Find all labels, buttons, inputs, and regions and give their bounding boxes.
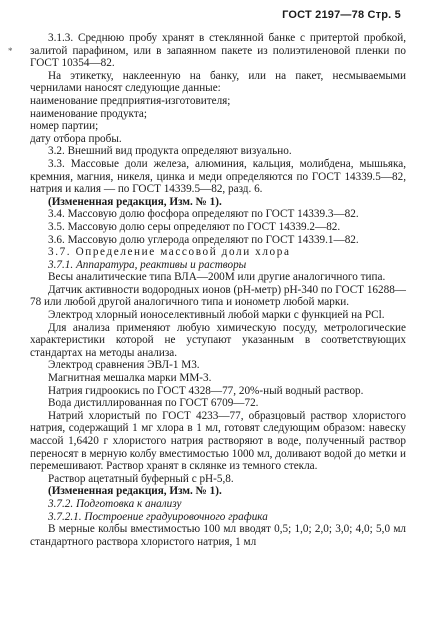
paragraph: Магнитная мешалка марки ММ-3. [48,372,212,385]
list-item: наименование продукта; [30,107,147,120]
revision-note: (Измененная редакция, Изм. № 1). [48,485,222,498]
paragraph: 3.5. Массовую долю серы определяют по ГОСТ 14339.2—82. [48,220,341,233]
paragraph: Электрод хлорный ионоселективный любой марки с функцией на PCl. [48,309,385,322]
revision-note: (Измененная редакция, Изм. № 1). [48,195,222,208]
paragraph: Электрод сравнения ЭВЛ-1 М3. [48,359,200,372]
page-header: ГОСТ 2197—78 Стр. 5 [282,9,401,21]
paragraph: 3.1.3. Среднюю пробу хранят в стеклянной банке с притертой пробкой, залитой парафином, или в запаянном пакете из полиэтиленовой пленки по ГОСТ 10354—82. [30,32,406,70]
paragraph: На этикетку, наклеенную на банку, или на пакет, несмываемыми чернилами наносят следующие данные: [30,69,406,95]
paragraph: 3.3. Массовые доли железа, алюминия, кальция, молибдена, мышьяка, кремния, магния, никеля, цинка и меди определяются по ГОСТ 14339.5—82, натрия и калия — по ГОСТ 14339.5—82, разд. 6. [30,157,406,196]
paragraph: Натрия гидроокись по ГОСТ 4328—77, 20%-ный водный раствор. [48,384,364,397]
paragraph: Для анализа применяют любую химическую посуду, метрологические характеристики которой не уступают указанным в соответствующих стандартах на методы анализа. [30,321,406,359]
paragraph: Весы аналитические типа ВЛА—200М или другие аналогичного типа. [48,271,386,284]
paragraph: В мерные колбы вместимостью 100 мл вводят 0,5; 1,0; 2,0; 3,0; 4,0; 5,0 мл стандартного раствора хлористого натрия, 1 мл [30,523,406,548]
paragraph: 3.4. Массовую долю фосфора определяют по ГОСТ 14339.3—82. [48,208,359,221]
document-body [30,32,406,548]
list-item: наименование предприятия-изготовителя; [30,94,231,107]
paragraph: Вода дистиллированная по ГОСТ 6709—72. [48,397,259,410]
paragraph: Натрий хлористый по ГОСТ 4233—77, образцовый раствор хлористого натрия, содержащий 1 мг хлора в 1 мл, готовят следующим образом: навеску массой 1,6420 г хлористого натрия растворяют в воде, полученный раствор переносят в мерную колбу вместимостью 1000 мл, доливают водой до метки и перемешивают. Раствор хранят в склянке из темного стекла. [30,409,406,473]
subsection-heading: 3.7.2.1. Построение градуировочного графика [48,510,268,523]
subsection-heading: 3.7.2. Подготовка к анализу [48,497,182,510]
paragraph: Раствор ацетатный буферный с рН-5,8. [48,472,234,485]
section-heading: 3.7. Определение массовой доли хлора [48,246,291,259]
list-item: дату отбора пробы. [30,132,122,145]
paragraph: Датчик активности водородных ионов (рН-метр) рН-340 по ГОСТ 16288—78 или любой другой аналогичного типа и ионометр любой марки. [30,283,406,309]
margin-mark: * [8,46,13,56]
paragraph: 3.6. Массовую долю углерода определяют по ГОСТ 14339.1—82. [48,233,359,246]
subsection-heading: 3.7.1. Аппаратура, реактивы и растворы [48,258,247,271]
paragraph: 3.2. Внешний вид продукта определяют визуально. [48,145,292,158]
list-item: номер партии; [30,120,99,133]
